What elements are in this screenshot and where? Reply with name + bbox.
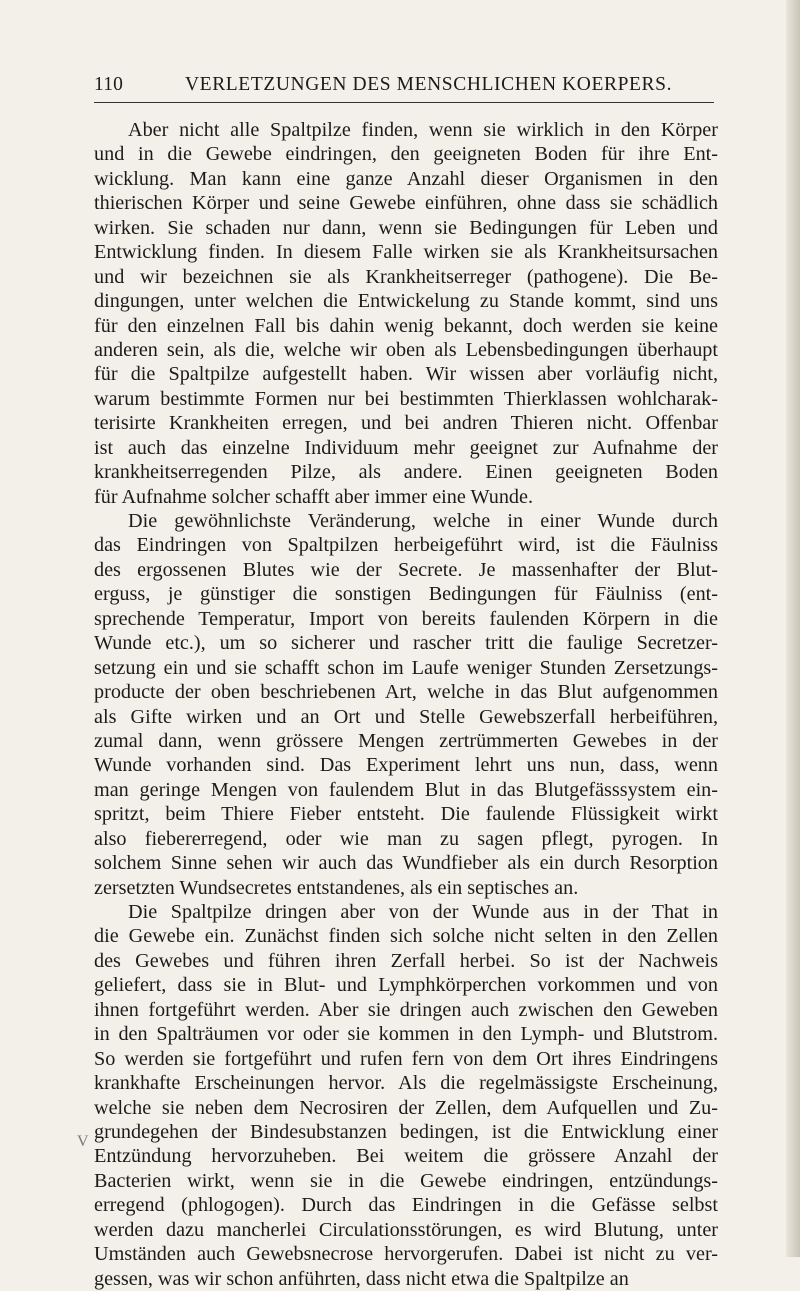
- text-line: So werden sie fortgeführt und rufen fern von dem Ort ihres Eindringens: [94, 1047, 718, 1070]
- text-line: thierischen Körper und seine Gewebe einführen, ohne dass sie schädlich: [94, 192, 718, 215]
- text-line: krankhafte Erscheinungen hervor. Als die regelmässigste Erscheinung,: [94, 1072, 718, 1095]
- text-line: als Gifte wirken und an Ort und Stelle Gewebszerfall herbeiführen,: [94, 705, 718, 728]
- text-line: erguss, je günstiger die sonstigen Bedingungen für Fäulniss (ent-: [94, 583, 718, 606]
- text-line: anderen sein, als die, welche wir oben als Lebensbedingungen überhaupt: [94, 338, 718, 361]
- text-line: Entwicklung finden. In diesem Falle wirken sie als Krankheitsursachen: [94, 241, 718, 264]
- text-line: wirken. Sie schaden nur dann, wenn sie Bedingungen für Leben und: [94, 216, 718, 239]
- text-line: also fiebererregend, oder wie man zu sagen pflegt, pyrogen. In: [94, 827, 718, 850]
- margin-mark: V: [77, 1133, 89, 1150]
- text-line: terisirte Krankheiten erregen, und bei andren Thieren nicht. Offenbar: [94, 412, 718, 435]
- text-line: setzung ein und sie schafft schon im Laufe weniger Stunden Zersetzungs-: [94, 656, 718, 679]
- text-line: spritzt, beim Thiere Fieber entsteht. Die faulende Flüssigkeit wirkt: [94, 803, 718, 826]
- text-line: des Gewebes und führen ihren Zerfall herbei. So ist der Nachweis: [94, 949, 718, 972]
- text-line: warum bestimmte Formen nur bei bestimmten Thierklassen wohlcharak-: [94, 387, 718, 410]
- text-line: dingungen, unter welchen die Entwickelung zu Stande kommt, sind uns: [94, 290, 718, 313]
- running-title: VERLETZUNGEN DES MENSCHLICHEN KOERPERS.: [185, 74, 673, 95]
- text-line: für die Spaltpilze aufgestellt haben. Wir wissen aber vorläufig nicht,: [94, 363, 718, 386]
- text-line: Wunde etc.), um so sicherer und rascher tritt die faulige Secretzer-: [94, 632, 718, 655]
- text-line: Die Spaltpilze dringen aber von der Wunde aus in der That in: [128, 901, 718, 923]
- page-number: 110: [94, 74, 124, 95]
- text-line: und wir bezeichnen sie als Krankheitserreger (pathogene). Die Be-: [94, 265, 718, 288]
- text-line: das Eindringen von Spaltpilzen herbeigeführt wird, ist die Fäulniss: [94, 534, 718, 557]
- text-line: Umständen auch Gewebsnecrose hervorgerufen. Dabei ist nicht zu ver-: [94, 1243, 718, 1266]
- text-line: zumal dann, wenn grössere Mengen zertrümmerten Gewebes in der: [94, 729, 718, 752]
- text-line: gessen, was wir schon anführten, dass nicht etwa die Spaltpilze an: [94, 1267, 629, 1290]
- text-line: Aber nicht alle Spaltpilze finden, wenn sie wirklich in den Körper: [128, 119, 718, 141]
- text-line: welche sie neben dem Necrosiren der Zellen, dem Aufquellen und Zu-: [94, 1096, 718, 1119]
- text-line: zersetzten Wundsecretes entstandenes, als ein septisches an.: [94, 876, 579, 899]
- text-line: für Aufnahme solcher schafft aber immer eine Wunde.: [94, 485, 534, 508]
- text-line: producte der oben beschriebenen Art, welche in das Blut aufgenommen: [94, 681, 718, 704]
- text-line: und in die Gewebe eindringen, den geeigneten Boden für ihre Ent-: [94, 143, 718, 166]
- text-line: solchem Sinne sehen wir auch das Wundfieber als ein durch Resorption: [94, 852, 718, 875]
- text-line: werden dazu mancherlei Circulationsstörungen, es wird Blutung, unter: [94, 1218, 718, 1241]
- text-line: die Gewebe ein. Zunächst finden sich solche nicht selten in den Zellen: [94, 925, 718, 948]
- text-line: ihnen fortgeführt werden. Aber sie dringen auch zwischen den Geweben: [94, 998, 718, 1021]
- text-line: Wunde vorhanden sind. Das Experiment lehrt uns nun, dass, wenn: [94, 754, 718, 777]
- page-edge-shadow: [786, 0, 800, 1257]
- text-line: erregend (phlogogen). Durch das Eindringen in die Gefässe selbst: [94, 1194, 718, 1217]
- text-line: Die gewöhnlichste Veränderung, welche in einer Wunde durch: [128, 510, 718, 532]
- text-line: grundegehen der Bindesubstanzen bedingen, ist die Entwicklung einer: [94, 1120, 718, 1143]
- text-line: krankheitserregenden Pilze, als andere. Einen geeigneten Boden: [94, 461, 718, 484]
- text-line: ist auch das einzelne Individuum mehr geeignet zur Aufnahme der: [94, 436, 718, 459]
- text-line: für den einzelnen Fall bis dahin wenig bekannt, doch werden sie keine: [94, 314, 718, 337]
- text-line: wicklung. Man kann eine ganze Anzahl dieser Organismen in den: [94, 167, 718, 190]
- page-header: [94, 72, 714, 103]
- text-line: Entzündung hervorzuheben. Bei weitem die grössere Anzahl der: [94, 1145, 718, 1168]
- text-line: des ergossenen Blutes wie der Secrete. Je massenhafter der Blut-: [94, 558, 718, 581]
- text-line: geliefert, dass sie in Blut- und Lymphkörperchen vorkommen und von: [94, 974, 718, 997]
- text-line: in den Spalträumen vor oder sie kommen in den Lymph- und Blutstrom.: [94, 1023, 718, 1046]
- body-text: [94, 118, 718, 1291]
- text-line: sprechende Temperatur, Import von bereits faulenden Körpern in die: [94, 607, 718, 630]
- text-line: man geringe Mengen von faulendem Blut in das Blutgefässsystem ein-: [94, 778, 718, 801]
- text-line: Bacterien wirkt, wenn sie in die Gewebe eindringen, entzündungs-: [94, 1169, 718, 1192]
